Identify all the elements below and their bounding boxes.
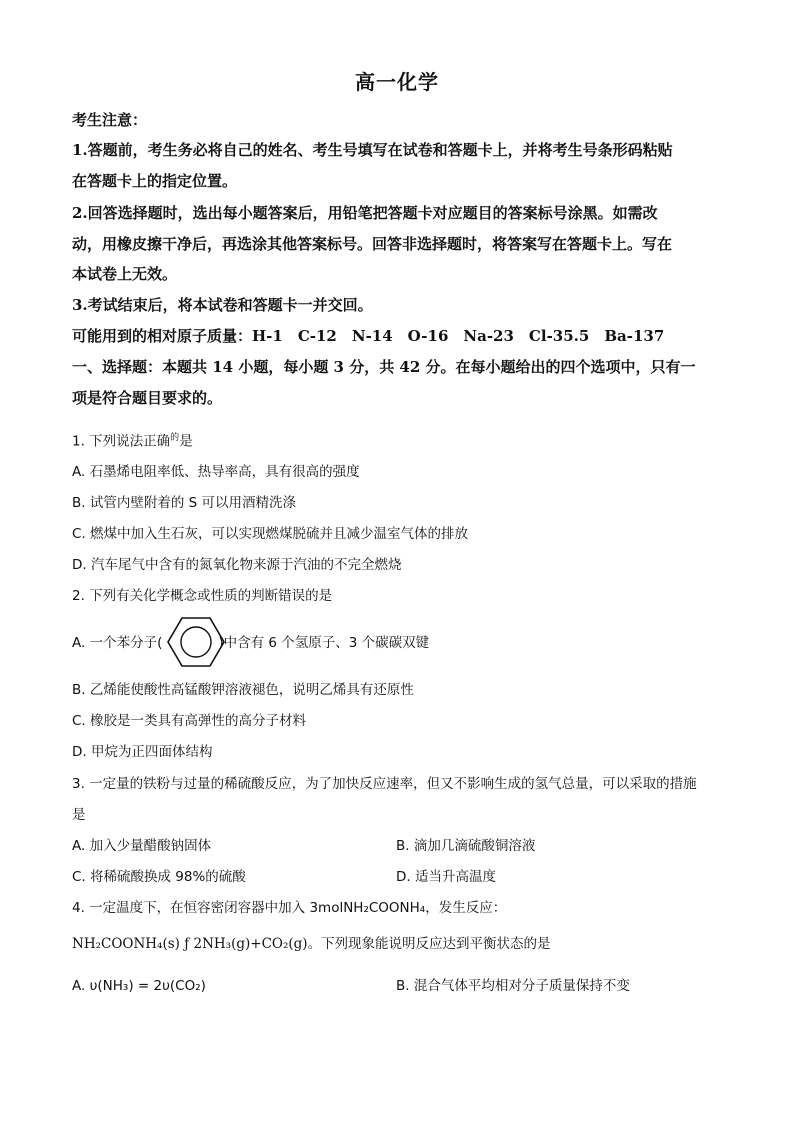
q1-stem-a: 1. 下列说法正确: [72, 433, 171, 450]
notice-heading: 考生注意：: [72, 111, 148, 129]
q3-stem-line2: 是: [72, 807, 86, 823]
notice-item3: 3.考试结束后，将本试卷和答题卡一并交回。: [72, 296, 373, 314]
q2-option-a-post: )中含有 6 个氢原子、3 个碳碳双键: [218, 635, 430, 651]
q1-stem-b: 是: [179, 433, 193, 450]
notice-item2-line2: 动，用橡皮擦干净后，再选涂其他答案标号。回答非选择题时，将答案写在答题卡上。写在: [72, 235, 673, 253]
q1-option-a: A. 石墨烯电阻率低、热导率高，具有很高的强度: [72, 464, 360, 480]
q3-option-a: A. 加入少量醋酸钠固体: [72, 838, 212, 854]
q2-option-d: D. 甲烷为正四面体结构: [72, 744, 213, 760]
q1-stem-mark: 的: [170, 433, 180, 443]
q4-option-a: A. υ(NH₃) = 2υ(CO₂): [72, 978, 206, 994]
q4-stem-tail: 。下列现象能说明反应达到平衡状态的是: [307, 936, 551, 952]
q3-option-d: D. 适当升高温度: [396, 869, 496, 885]
notice-item1-line2: 在答题卡上的指定位置。: [72, 172, 238, 190]
atomic-masses: 可能用到的相对原子质量：H-1 C-12 N-14 O-16 Na-23 Cl-35.5 Ba-137: [72, 327, 665, 345]
notice-item2-line1: 2.回答选择题时，选出每小题答案后，用铅笔把答题卡对应题目的答案标号涂黑。如需改: [72, 204, 658, 222]
q4-equation: NH₂COONH₄(s) ƒ 2NH₃(g)+CO₂(g): [72, 936, 308, 952]
q1-option-d: D. 汽车尾气中含有的氮氧化物来源于汽油的不完全燃烧: [72, 557, 402, 573]
q4-stem-line1: 4. 一定温度下，在恒容密闭容器中加入 3molNH₂COONH₄，发生反应：: [72, 900, 507, 916]
q4-option-b: B. 混合气体平均相对分子质量保持不变: [396, 978, 630, 994]
section1-line1: 一、选择题：本题共 14 小题，每小题 3 分，共 42 分。在每小题给出的四个选项中，只有一: [72, 358, 696, 376]
section1-line2: 项是符合题目要求的。: [72, 389, 223, 407]
q2-option-a: [72, 634, 429, 652]
notice-item2-line3: 本试卷上无效。: [72, 265, 178, 283]
q2-option-c: C. 橡胶是一类具有高弹性的高分子材料: [72, 713, 307, 729]
q3-option-c: C. 将稀硫酸换成 98%的硫酸: [72, 869, 246, 885]
q1-option-c: C. 燃煤中加入生石灰，可以实现燃煤脱硫并且减少温室气体的排放: [72, 526, 469, 542]
q1-stem: [72, 429, 193, 451]
q3-stem-line1: 3. 一定量的铁粉与过量的稀硫酸反应，为了加快反应速率，但又不影响生成的氢气总量，可以采取的措施: [72, 776, 697, 792]
page-title: 高一化学: [355, 70, 439, 94]
q2-option-a-pre: A. 一个苯分子(: [72, 635, 163, 651]
notice-item1-line1: 1.答题前，考生务必将自己的姓名、考生号填写在试卷和答题卡上，并将考生号条形码粘贴: [72, 141, 673, 159]
q3-option-b: B. 滴加几滴硫酸铜溶液: [396, 838, 536, 854]
benzene-structure-icon: [166, 614, 226, 670]
q2-option-b: B. 乙烯能使酸性高锰酸钾溶液褪色，说明乙烯具有还原性: [72, 682, 414, 698]
q4-stem-line2: [72, 935, 551, 953]
q2-stem: 2. 下列有关化学概念或性质的判断错误的是: [72, 588, 333, 604]
q1-option-b: B. 试管内壁附着的 S 可以用酒精洗涤: [72, 495, 296, 511]
